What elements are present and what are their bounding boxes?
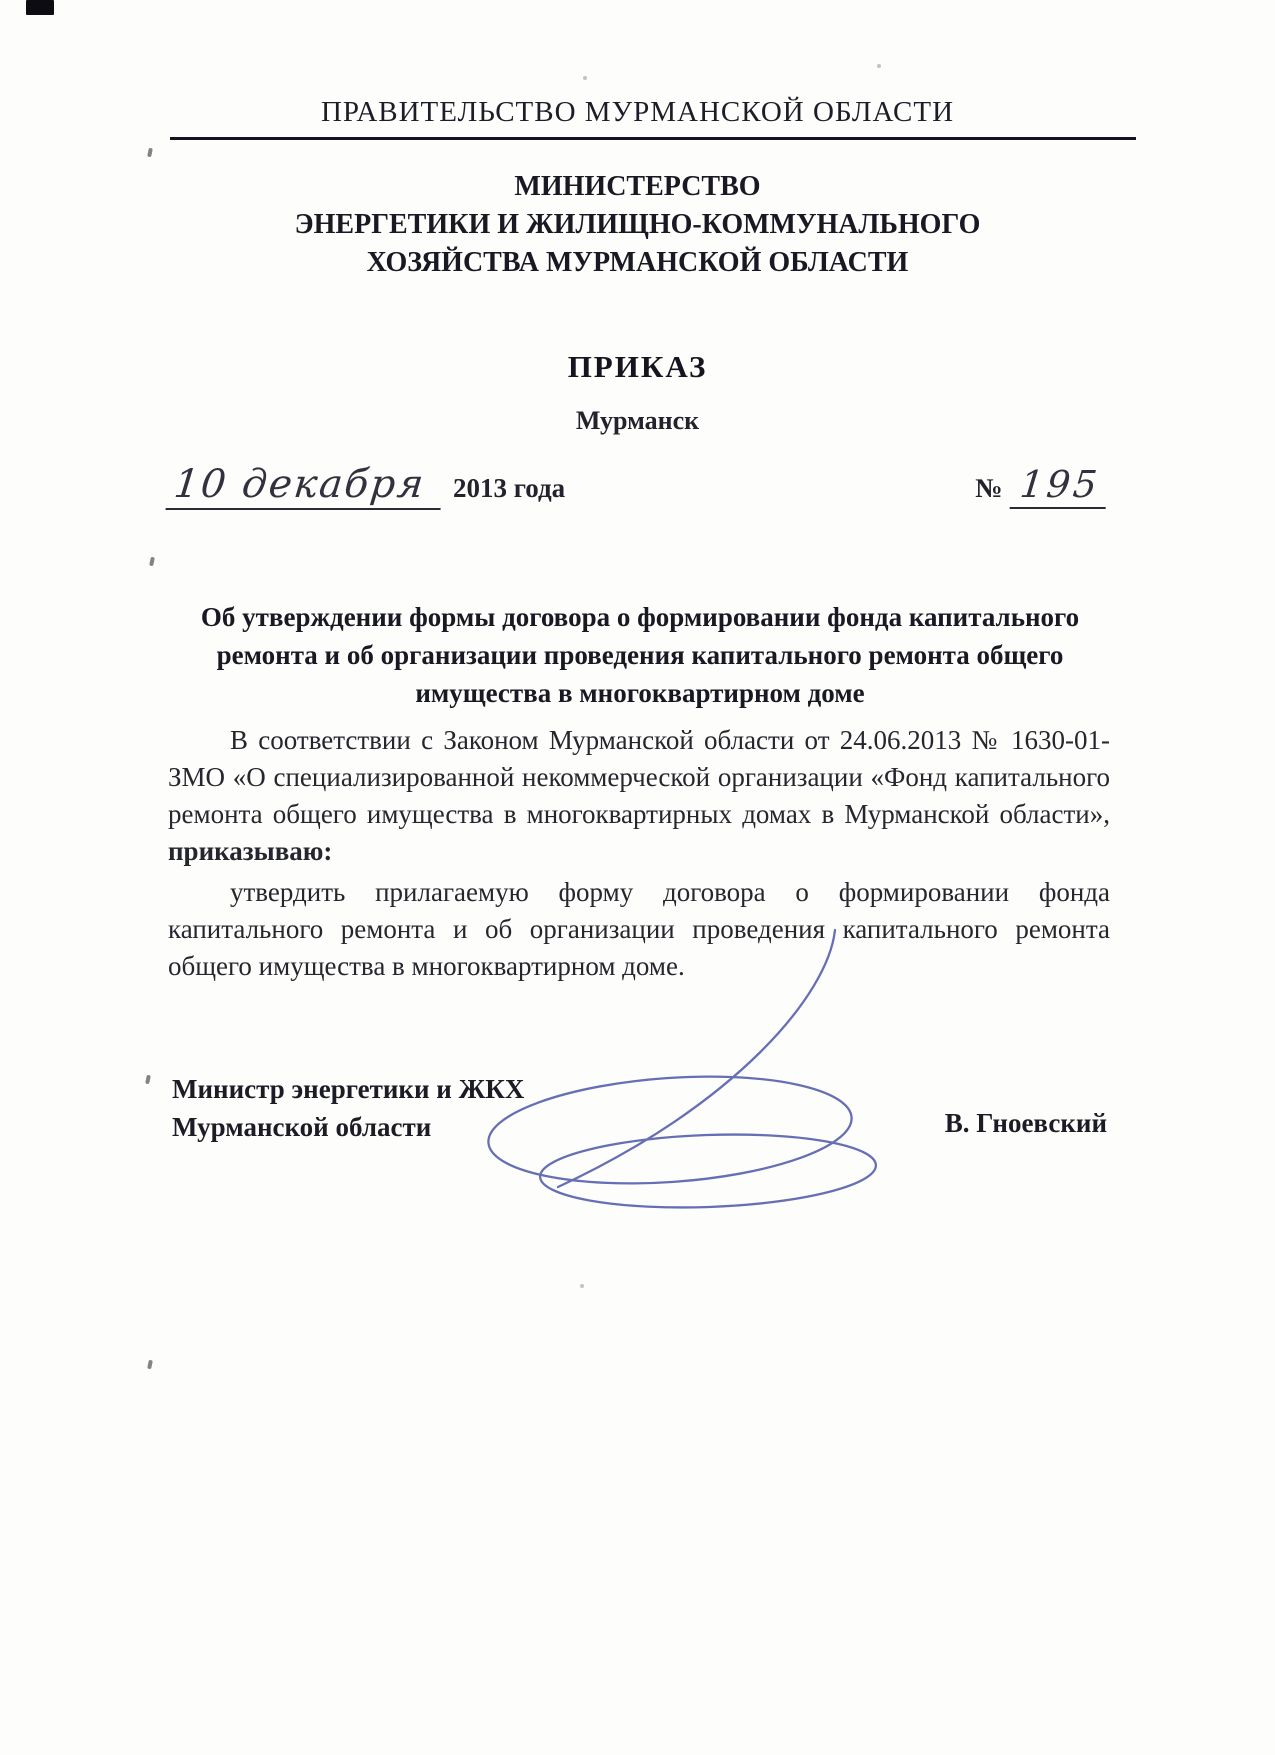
scan-artifact bbox=[145, 1075, 151, 1085]
scan-artifact bbox=[149, 557, 155, 567]
scan-artifact bbox=[877, 64, 881, 68]
typed-year: 2013 года bbox=[452, 473, 566, 503]
ministry-line-2: ЭНЕРГЕТИКИ И ЖИЛИЩНО-КОММУНАЛЬНОГО bbox=[294, 209, 981, 240]
doc-type-title: ПРИКАЗ bbox=[567, 349, 708, 384]
scan-artifact bbox=[583, 76, 587, 80]
ministry-line-3: ХОЗЯЙСТВА МУРМАНСКОЙ ОБЛАСТИ bbox=[366, 247, 909, 278]
scan-corner-mark bbox=[26, 0, 54, 15]
ministry-name bbox=[0, 168, 1275, 282]
handwritten-number: 195 bbox=[1010, 463, 1110, 509]
order-number bbox=[975, 463, 1108, 509]
scan-artifact bbox=[147, 1360, 153, 1370]
ministry-line-1: МИНИСТЕРСТВО bbox=[514, 171, 761, 202]
number-sign: № bbox=[975, 473, 1003, 503]
header-rule bbox=[170, 137, 1136, 140]
scan-artifact bbox=[147, 148, 153, 158]
body-paragraph-1 bbox=[168, 722, 1110, 870]
body-paragraph-2: утвердить прилагаемую форму договора о формировании фонда капитального ремонта и об организации проведения капитального ремонта общего имущества в многоквартирном доме. bbox=[168, 877, 1110, 981]
date-number-line bbox=[168, 462, 1108, 510]
minister-position-line-1: Министр энергетики и ЖКХ bbox=[172, 1074, 525, 1104]
signature-stroke-diagonal bbox=[558, 930, 835, 1187]
paragraph-1-text: В соответствии с Законом Мурманской области от 24.06.2013 № 1630-01-ЗМО «О специализированной некоммерческой организации «Фонд капитального ремонта общего имущества в многоквартирных домах в Мурманской области», bbox=[168, 725, 1110, 829]
handwritten-date: 10 декабря bbox=[165, 462, 445, 510]
handwritten-signature bbox=[440, 905, 940, 1225]
government-header: ПРАВИТЕЛЬСТВО МУРМАНСКОЙ ОБЛАСТИ bbox=[320, 96, 955, 128]
order-title: Об утверждении формы договора о формировании фонда капитального ремонта и об организации проведения капитального ремонта общего имущества в многоквартирном доме bbox=[200, 602, 1080, 708]
city-label: Мурманск bbox=[575, 406, 700, 435]
decree-word: приказываю: bbox=[168, 836, 333, 866]
scan-artifact bbox=[580, 1284, 584, 1288]
minister-name: В. Гноевский bbox=[944, 1108, 1107, 1138]
minister-position-line-2: Мурманской области bbox=[172, 1112, 432, 1142]
